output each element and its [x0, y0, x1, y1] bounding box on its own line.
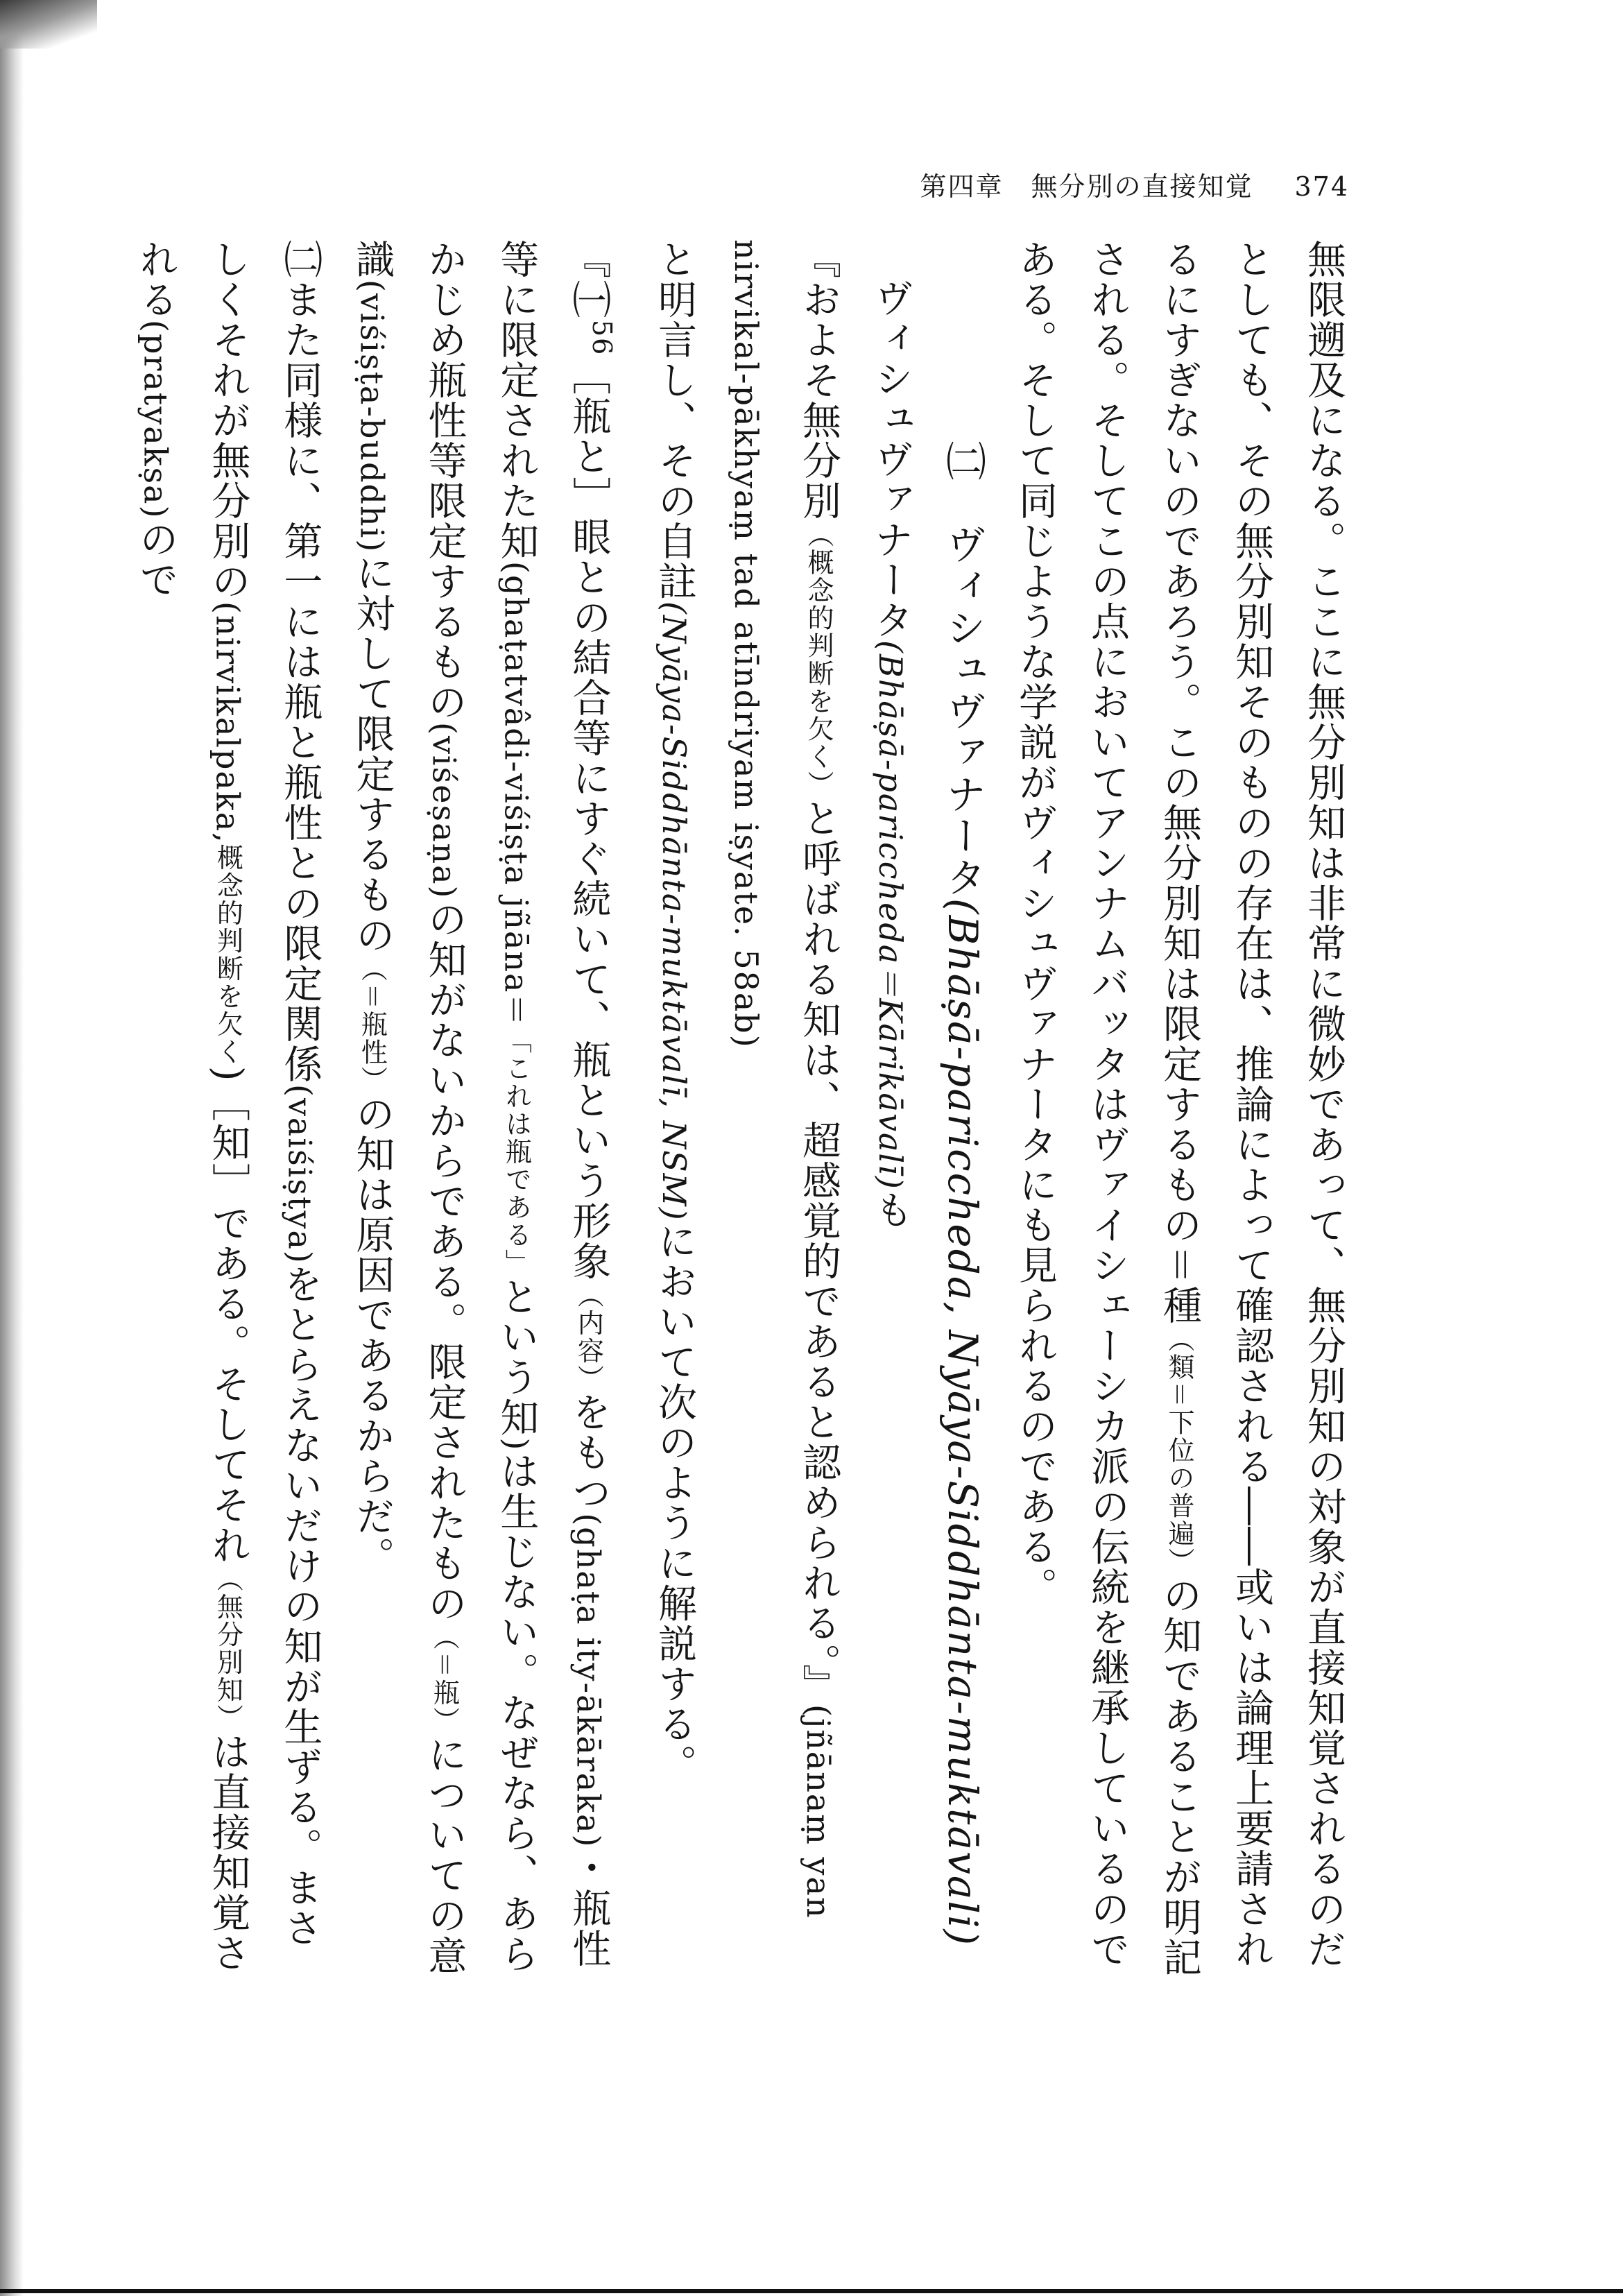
text-run: ㈡また同様に、第一には瓶と瓶性との限定関係: [277, 239, 323, 1084]
text-run: は生じない。なぜなら、あらかじめ瓶性等限定するも: [422, 239, 540, 1975]
section-works: (Bhāṣā-pariccheda, Nyāya-Siddhānta-muktāvali): [939, 898, 986, 1947]
text-run: )［知］である。そしてそれ: [205, 1065, 251, 1566]
roman-text: (ghaṭa ity-ākāraka): [569, 1513, 608, 1849]
text-run: の: [422, 682, 467, 722]
text-run: という知: [494, 1276, 540, 1438]
page-number: 374: [1294, 171, 1349, 202]
text-run: 分別の: [205, 481, 251, 601]
parenthetical-note: （＝瓶）: [429, 1623, 460, 1735]
text-run: と呼ばれる知は、超感覚的であると認められる。』: [796, 798, 841, 1704]
text-run: るもの: [350, 834, 395, 956]
text-run: の知であることが明記される。そしてこの点においてアンナムバッタは: [1085, 239, 1202, 1978]
text-run: た知: [494, 481, 540, 561]
paragraph-5: [119, 239, 336, 1987]
text-run: に対して限定す: [350, 553, 395, 835]
text-run: ヴァイシェーシカ派の伝統を継承しているのである。そして同じような学説がヴィシュヴァナータにも見られるの: [1013, 239, 1130, 1969]
roman-text: (vaiśiṣṭya): [281, 1084, 319, 1265]
roman-text: (jñānaṃ yan nirvikal-pākhyaṃ tad atīndriyam iṣyate. 58ab): [728, 239, 837, 1919]
scan-corner-shadow: [0, 0, 97, 49]
text-run: ので: [133, 519, 179, 600]
roman-text: (nirvikalpaka,: [209, 601, 247, 844]
text-run: 『㈠: [566, 239, 612, 320]
text-run: ヴィシュヴァナータ: [868, 278, 913, 640]
parenthetical-note: （無分別知）: [212, 1565, 243, 1732]
text-run: である。: [1013, 1446, 1058, 1607]
text-run: も: [868, 1190, 913, 1231]
parenthetical-note: （内容）: [573, 1281, 604, 1393]
roman-text: (Bhāṣā-pariccheda＝Kārikāvalī): [872, 640, 909, 1190]
footnote-marker: 56: [587, 320, 617, 357]
scan-bottom-edge: [0, 2289, 1623, 2293]
text-run: の知は原因であるからだ。: [350, 1094, 395, 1577]
running-header: [920, 165, 1349, 203]
text-run: の知がないからである。限定されたもの: [422, 899, 467, 1624]
text-run: をとらえないだけの知が生ずる。まさしくそれが無: [205, 239, 323, 1948]
roman-text: (pratyakṣa): [137, 320, 175, 520]
roman-text: ): [497, 1437, 535, 1452]
roman-text: (ghaṭatvâdi-viśiṣṭa jñāna＝: [497, 561, 535, 1027]
parenthetical-note: （類＝下位の普遍）: [1164, 1326, 1194, 1576]
chapter-title: 第四章 無分別の直接知覚: [920, 171, 1253, 202]
roman-text: (Nyāya-Siddhānta-muktāvalī, NSM): [655, 601, 693, 1222]
section-title: ヴィシュヴァナータ: [939, 524, 986, 898]
parenthetical-note: （＝瓶性）: [357, 955, 388, 1095]
paragraph-3: [638, 239, 710, 1987]
text-run: は直接知覚される: [133, 239, 251, 1973]
text-run: ・瓶性等に限定され: [494, 239, 612, 1969]
paragraph-4: [336, 239, 638, 1987]
parenthetical-note: 概念的判断を欠く: [212, 843, 243, 1066]
vertical-text-body: [119, 239, 1359, 1987]
text-run: 無限遡及になる。ここに無分別知は非常に微妙であって、無分別知の対象が直接知覚されるのだとしても、その無: [1229, 239, 1346, 1969]
roman-text: (viśiṣṭa-buddhi): [353, 280, 391, 554]
text-run: をもつ: [566, 1392, 612, 1514]
section-heading: [927, 239, 999, 1987]
paragraph-1: [999, 239, 1359, 1987]
text-run: ［瓶と］眼との結合等にすぐ続いて、瓶という形象: [566, 356, 612, 1282]
text-run: と明言し、その自註: [652, 239, 697, 601]
text-run: についての意識: [350, 239, 467, 1976]
text-run: において次のように解説する。: [652, 1221, 697, 1785]
parenthetical-note: （概念的判断を欠く）: [803, 521, 834, 798]
roman-text: (viśeṣaṇa): [425, 722, 463, 900]
section-number: ㈡: [939, 440, 986, 482]
quote-open: 『およそ無分別: [796, 239, 841, 521]
paragraph-2: [710, 239, 927, 1987]
text-run: 別知は限定するもの＝種: [1157, 883, 1202, 1326]
text-run: 分別知そのものの存在は、推論によって確認される――或いは論理上要請されるにすぎないのであろう。この無分: [1157, 239, 1274, 1969]
scan-edge-shadow: [0, 0, 24, 2296]
parenthetical-note: 「これは瓶である」: [501, 1027, 532, 1277]
